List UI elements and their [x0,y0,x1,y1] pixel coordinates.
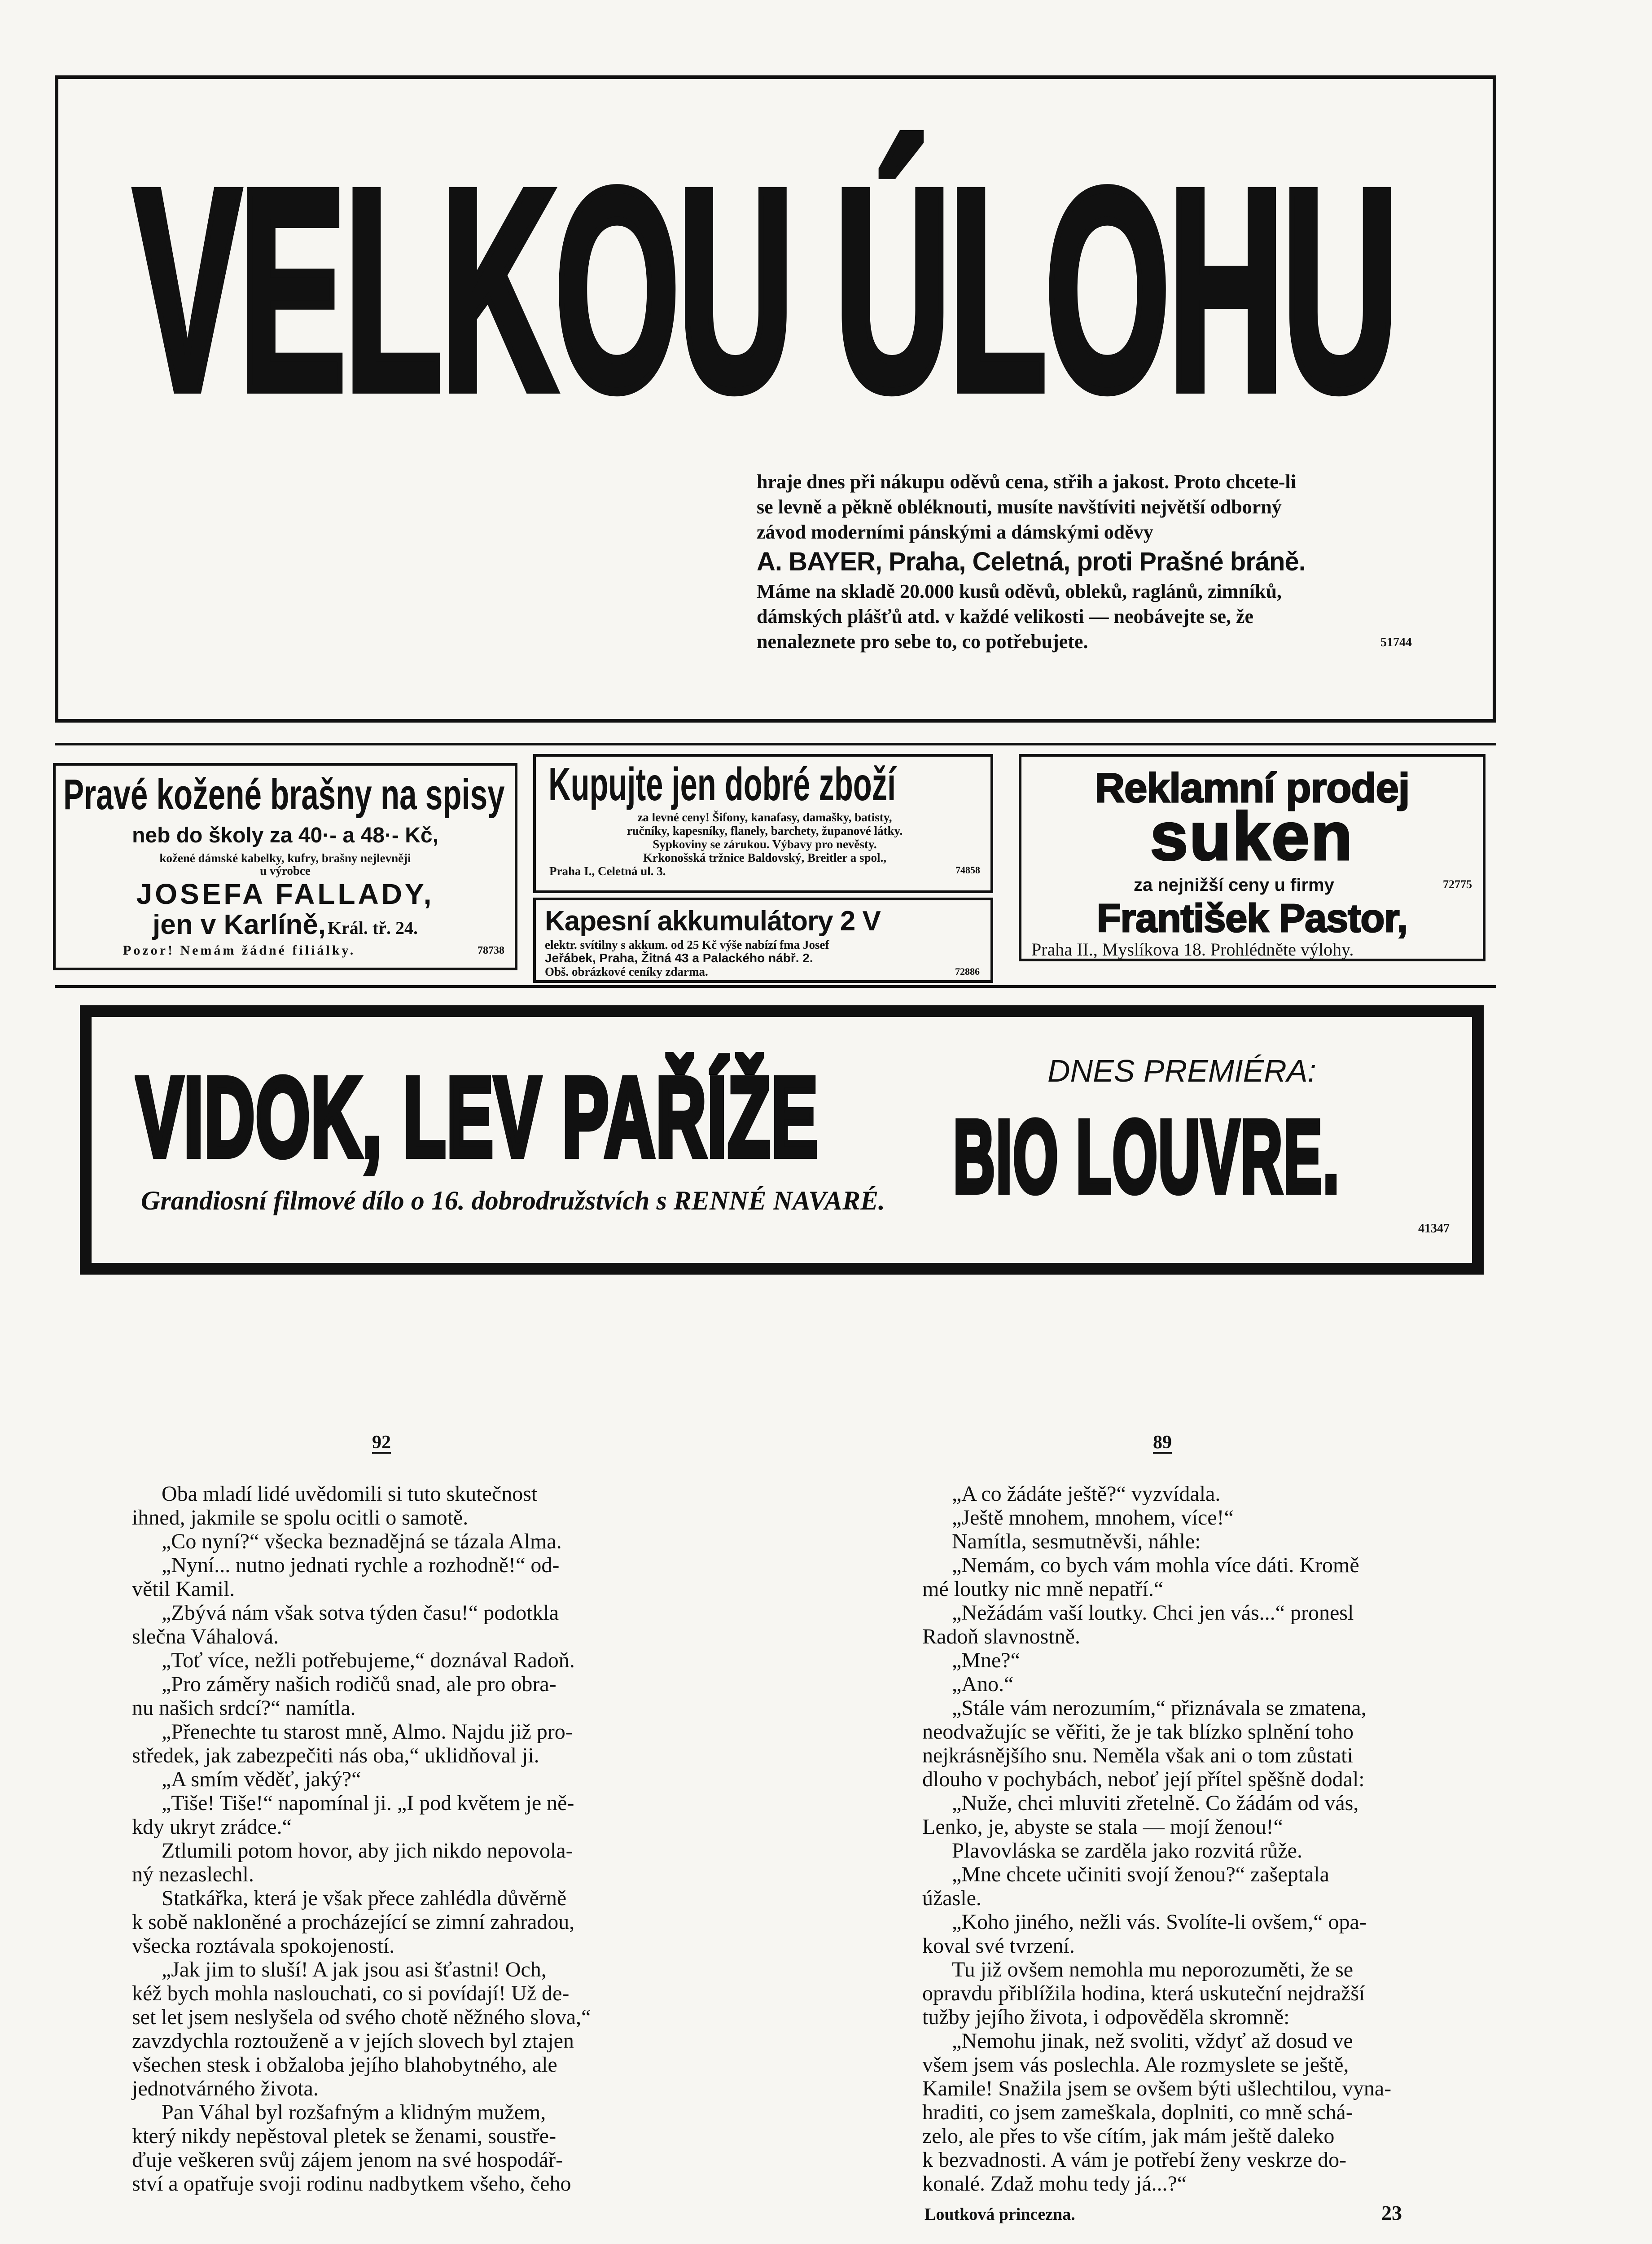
ad-akkum-line: Jeřábek, Praha, Žitná 43 a Palackého nábř. 2. [545,951,813,965]
ad-bayer-line: dámských plášťů atd. v každé velikosti — neobávejte se, že [757,605,1254,627]
text-line: k bezvadnosti. A vám je potřebí ženy veskrze do- [922,2148,1347,2172]
text-line: mé loutky nic mně nepatří.“ [922,1577,1164,1601]
text-line: Radoň slavnostně. [922,1625,1080,1648]
text-line: nu našich srdcí?“ namítla. [132,1696,356,1720]
text-line: slečna Váhalová. [132,1625,279,1648]
text-line: „Nemám, co bych vám mohla více dáti. Kromě [952,1553,1359,1577]
text-line: Lenko, je, abyste se stala — mojí ženou!“ [922,1815,1283,1839]
text-line: zavzdychla roztouženě a v jejích slovech byl ztajen [132,2029,574,2053]
text-line: k sobě nakloněné a procházející se zimní zahradou, [132,1910,575,1934]
text-line: konalé. Zdaž mohu tedy já...?“ [922,2172,1187,2196]
ad-dobre-ref: 74858 [955,864,980,876]
text-line: „Přenechte tu starost mně, Almo. Najdu již pro- [162,1720,573,1744]
ad-bayer-company: A. BAYER, Praha, Celetná, proti Prašné bráně. [757,547,1306,576]
footer-sheet-number: 23 [1381,2201,1402,2224]
separator-line [55,985,1496,988]
text-line: „Mne chcete učiniti svojí ženou?“ zašeptala [952,1863,1329,1886]
ad-bayer-line: závod moderními pánskými a dámskými oděvy [757,521,1153,543]
ad-pastor [1019,754,1485,961]
ad-fallady-ref: 78738 [478,945,504,956]
ad-akkum-headline: Kapesní akkumulátory 2 V [545,906,881,937]
ad-dobre-line: Sypkoviny se zárukou. Výbavy pro nevěsty. [653,837,877,851]
text-line: zelo, ale přes to vše cítím, jak mám ještě daleko [922,2124,1335,2148]
text-line: větil Kamil. [132,1577,235,1601]
ad-akkumulatory [533,898,993,983]
text-line: všem jsem vás poslechla. Ale rozmyslete se ještě, [922,2053,1349,2077]
ad-pastor-ref: 72775 [1443,878,1472,891]
ad-bayer-line: se levně a pěkně obléknouti, musíte navštíviti největší odborný [757,496,1282,518]
text-line: středek, jak zabezpečiti nás oba,“ uklidňoval ji. [132,1744,539,1767]
text-line: všecka roztávala spokojeností. [132,1934,395,1958]
text-line: Namítla, sesmutněvši, náhle: [952,1530,1201,1553]
text-line: „Nežádám vaší loutky. Chci jen vás...“ pronesl [952,1601,1354,1625]
ad-dobre-line: Krkonošská tržnice Baldovský, Breitler a spol., [643,851,887,864]
ad-fallady-price: neb do školy za 40·- a 48·- Kč, [132,824,438,847]
ad-pastor-suken: suken [1150,798,1354,874]
ad-louvre-premiere: DNES PREMIÉRA: [1047,1053,1316,1088]
text-line: Tu již ovšem nemohla mu neporozuměti, že se [952,1958,1354,1981]
ad-bayer-line: Máme na skladě 20.000 kusů oděvů, obleků, raglánů, zimníků, [757,580,1282,602]
ad-bayer-ref: 51744 [1380,636,1412,649]
ad-fallady-headline: Pravé kožené brašny na spisy [63,771,505,819]
ad-akkum-line: elektr. svítilny s akkum. od 25 Kč výše nabízí fma Josef [545,938,829,951]
text-line: Ztlumili potom hovor, aby jich nikdo nepovola- [162,1839,573,1863]
separator-line [55,743,1496,745]
left-page-number: 92 [372,1432,391,1453]
text-line: jednotvárného života. [132,2077,319,2100]
ad-fallady-line: u výrobce [260,864,311,877]
ad-dobre-line: ručníky, kapesníky, flanely, barchety, županové látky. [627,824,903,837]
text-line: „Nuže, chci mluviti zřetelně. Co žádám od vás, [952,1791,1359,1815]
text-line: ný nezaslechl. [132,1863,254,1886]
text-line: Kamile! Snažila jsem se ovšem býti ušlechtilou, vyna- [922,2077,1392,2100]
text-line: „Co nyní?“ všecka beznadějná se tázala Alma. [162,1530,562,1553]
text-line: „A smím věděť, jaký?“ [162,1767,361,1791]
ad-fallady [53,763,517,970]
text-line: „Tiše! Tiše!“ napomínal ji. „I pod květem je ně- [162,1791,574,1815]
left-column-text [132,1482,720,2196]
text-line: „Ještě mnohem, mnohem, více!“ [952,1506,1234,1530]
ad-akkum-ref: 72886 [955,966,980,977]
ad-louvre-subtitle: Grandiosní filmové dílo o 16. dobrodružstvích s RENNÉ NAVARÉ. [141,1186,885,1215]
text-line: Pan Váhal byl rozšafným a klidným mužem, [162,2100,546,2124]
text-line: „Zbývá nám však sotva týden času!“ podotkla [162,1601,559,1625]
text-line: ďuje veškeren svůj zájem jenom na své hospodář- [132,2148,563,2172]
ad-dobre-line: za levné ceny! Šifony, kanafasy, damašky, batisty, [637,811,892,824]
text-line: „Pro záměry našich rodičů snad, ale pro obra- [162,1672,557,1696]
text-line: set let jsem neslyšela od svého chotě něžného slova,“ [132,2005,591,2029]
ad-bayer-line: hraje dnes při nákupu oděvů cena, střih a jakost. Proto chcete-li [757,471,1296,493]
text-line: úžasle. [922,1886,982,1910]
text-line: „A co žádáte ještě?“ vyzvídala. [952,1482,1221,1506]
text-line: koval své tvrzení. [922,1934,1075,1958]
text-line: který nikdy nepěstoval pletek se ženami, soustře- [132,2124,557,2148]
text-line: „Ano.“ [952,1672,1014,1696]
text-line: kdy ukryt zrádce.“ [132,1815,292,1839]
ad-dobre-headline: Kupujte jen dobré zboží [548,758,896,811]
ad-fallady-name: JOSEFA FALLADY, [136,878,434,910]
text-line: nejkrásnějšího snu. Neměla však ani o tom zůstati [922,1744,1353,1767]
ad-pastor-line: za nejnižší ceny u firmy [1134,875,1334,895]
text-line: Oba mladí lidé uvědomili si tuto skutečnost [162,1482,538,1506]
text-line: „Toť více, nežli potřebujeme,“ doznával Radoň. [162,1648,575,1672]
text-line: „Nemohu jinak, než svoliti, vždyť až dosud ve [952,2029,1353,2053]
ad-fallady-note: Pozor! Nemám žádné filiálky. [123,943,356,958]
ad-fallady-line: kožené dámské kabelky, kufry, brašny nejlevněji [159,851,411,865]
text-line: dlouho v pochybách, neboť její přítel spěšně dodal: [922,1767,1365,1791]
text-line: „Mne?“ [952,1648,1020,1672]
ad-fallady-address: jen v Karlíně, [153,909,326,940]
ad-akkum-line: Obš. obrázkové ceníky zdarma. [545,965,708,978]
ad-pastor-name: František Pastor, [1096,896,1408,940]
text-line: všechen stesk i obžaloba jejího blahobytného, ale [132,2053,557,2077]
text-line: opravdu přiblížila hodina, která uskuteční nejdražší [922,1981,1365,2005]
text-line: Plavovláska se zarděla jako rozvitá růže. [952,1839,1302,1863]
ad-pastor-address: Praha II., Myslíkova 18. Prohlédněte výlohy. [1031,939,1354,960]
ad-louvre-title: VIDOK, LEV PAŘÍŽE [136,1054,819,1179]
text-line: ství a opatřuje svoji rodinu nadbytkem všeho, čeho [132,2172,571,2196]
footer-title: Loutková princezna. [925,2205,1075,2224]
ad-pastor-headline: Reklamní prodej [1095,765,1410,811]
ad-dobre-line: Praha I., Celetná ul. 3. [549,864,666,878]
ad-bayer-headline: VELKOU ÚLOHU [134,129,1397,450]
text-line: tužby jejího života, i odpověděla skromně: [922,2005,1290,2029]
text-line: „Nyní... nutno jednati rychle a rozhodně!“ od- [162,1553,560,1577]
text-line: „Koho jiného, nežli vás. Svolíte-li ovšem,“ opa- [952,1910,1367,1934]
ad-louvre [80,1005,1484,1275]
ad-dobre-zbozi [533,754,993,893]
text-line: neodvažujíc se věřiti, že je tak blízko splnění toho [922,1720,1354,1744]
ad-louvre-ref: 41347 [1418,1222,1450,1236]
ad-louvre-cinema: BIO LOUVRE. [953,1099,1340,1214]
text-line: hraditi, co jsem zameškala, doplniti, co mně schá- [922,2100,1353,2124]
ad-fallady-address-small: Král. tř. 24. [327,918,418,938]
right-page-number: 89 [1153,1432,1172,1453]
text-line: „Stále vám nerozumím,“ přiznávala se zmatena, [952,1696,1367,1720]
text-line: ihned, jakmile se spolu ocitli o samotě. [132,1506,469,1530]
text-line: kéž bych mohla naslouchati, co si povídají! Už de- [132,1981,570,2005]
text-line: Statkářka, která je však přece zahlédla důvěrně [162,1886,567,1910]
ad-bayer-text [757,469,1439,654]
ad-bayer [55,75,1496,723]
ad-bayer-line: nenaleznete pro sebe to, co potřebujete. [757,631,1088,653]
text-line: „Jak jim to sluší! A jak jsou asi šťastni! Och, [162,1958,547,1981]
right-column-text [922,1482,1510,2196]
